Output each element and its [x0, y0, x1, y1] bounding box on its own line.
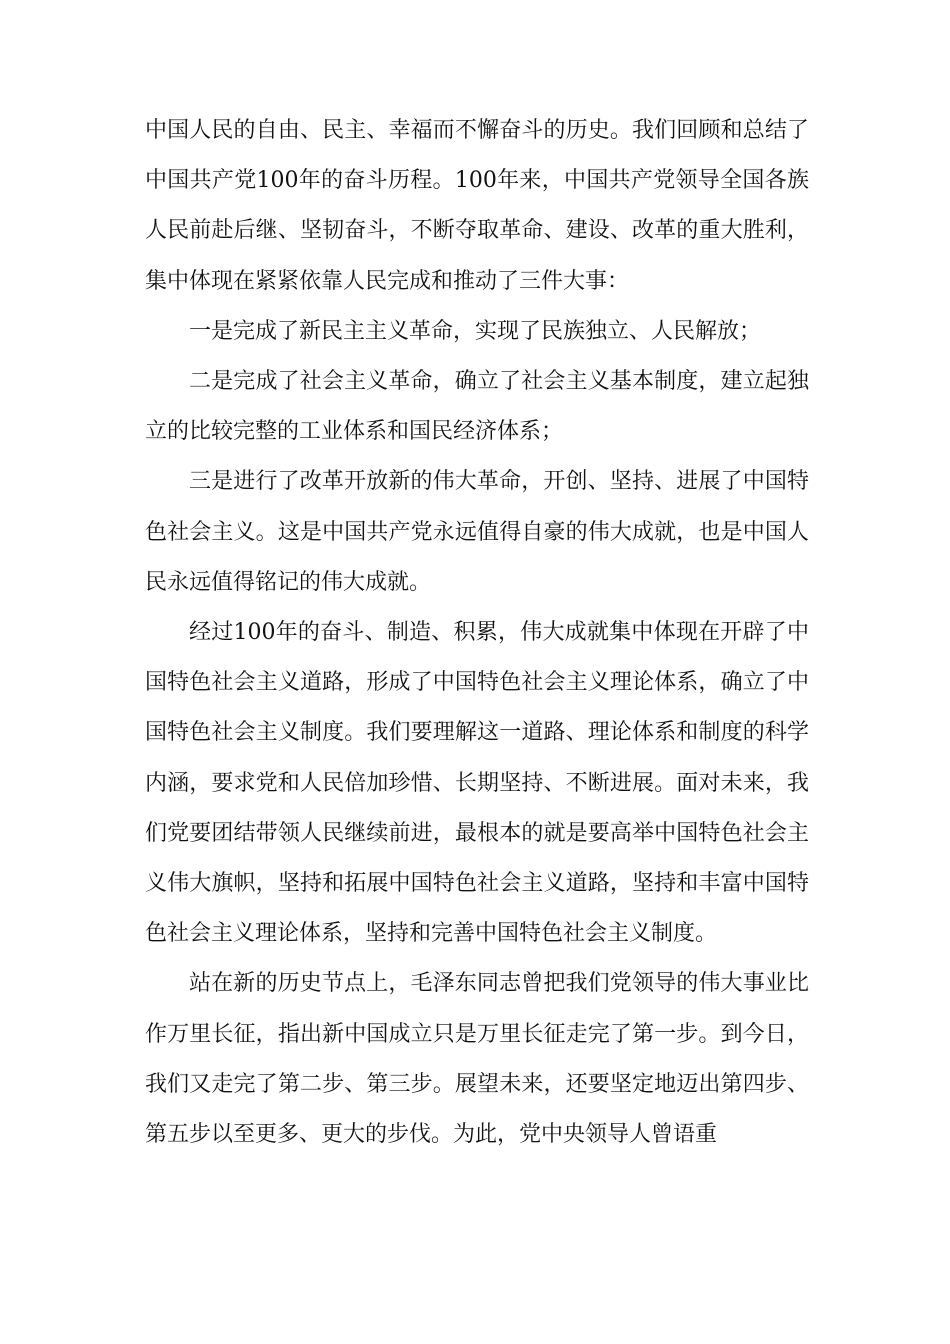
document-body	[145, 106, 809, 1160]
paragraph-second-achievement: 二是完成了社会主义革命，确立了社会主义基本制度，建立起独立的比较完整的工业体系和国民经济体系；	[145, 369, 809, 445]
paragraph-socialism-path: 经过100年的奋斗、制造、积累，伟大成就集中体现在开辟了中国特色社会主义道路，形成了中国特色社会主义理论体系，确立了中国特色社会主义制度。我们要理解这一道路、理论体系和制度的科学内涵，要求党和人民倍加珍惜、长期坚持、不断进展。面对未来，我们党要团结带领人民继续前进，最根本的就是要高举中国特色社会主义伟大旗帜，坚持和拓展中国特色社会主义道路，坚持和丰富中国特色社会主义理论体系，坚持和完善中国特色社会主义制度。	[145, 620, 809, 947]
paragraph-third-achievement: 三是进行了改革开放新的伟大革命，开创、坚持、进展了中国特色社会主义。这是中国共产党永远值得自豪的伟大成就，也是中国人民永远值得铭记的伟大成就。	[145, 469, 809, 595]
paragraph-first-achievement: 一是完成了新民主主义革命，实现了民族独立、人民解放；	[189, 318, 762, 344]
paragraph-long-march: 站在新的历史节点上，毛泽东同志曾把我们党领导的伟大事业比作万里长征，指出新中国成立只是万里长征走完了第一步。到今日，我们又走完了第二步、第三步。展望未来，还要坚定地迈出第四步、第五步以至更多、更大的步伐。为此，党中央领导人曾语重	[145, 971, 809, 1148]
paragraph-continued: 中国人民的自由、民主、幸福而不懈奋斗的历史。我们回顾和总结了中国共产党100年的奋斗历程。100年来，中国共产党领导全国各族人民前赴后继、坚韧奋斗，不断夺取革命、建设、改革的重大胜利，集中体现在紧紧依靠人民完成和推动了三件大事：	[145, 118, 809, 294]
